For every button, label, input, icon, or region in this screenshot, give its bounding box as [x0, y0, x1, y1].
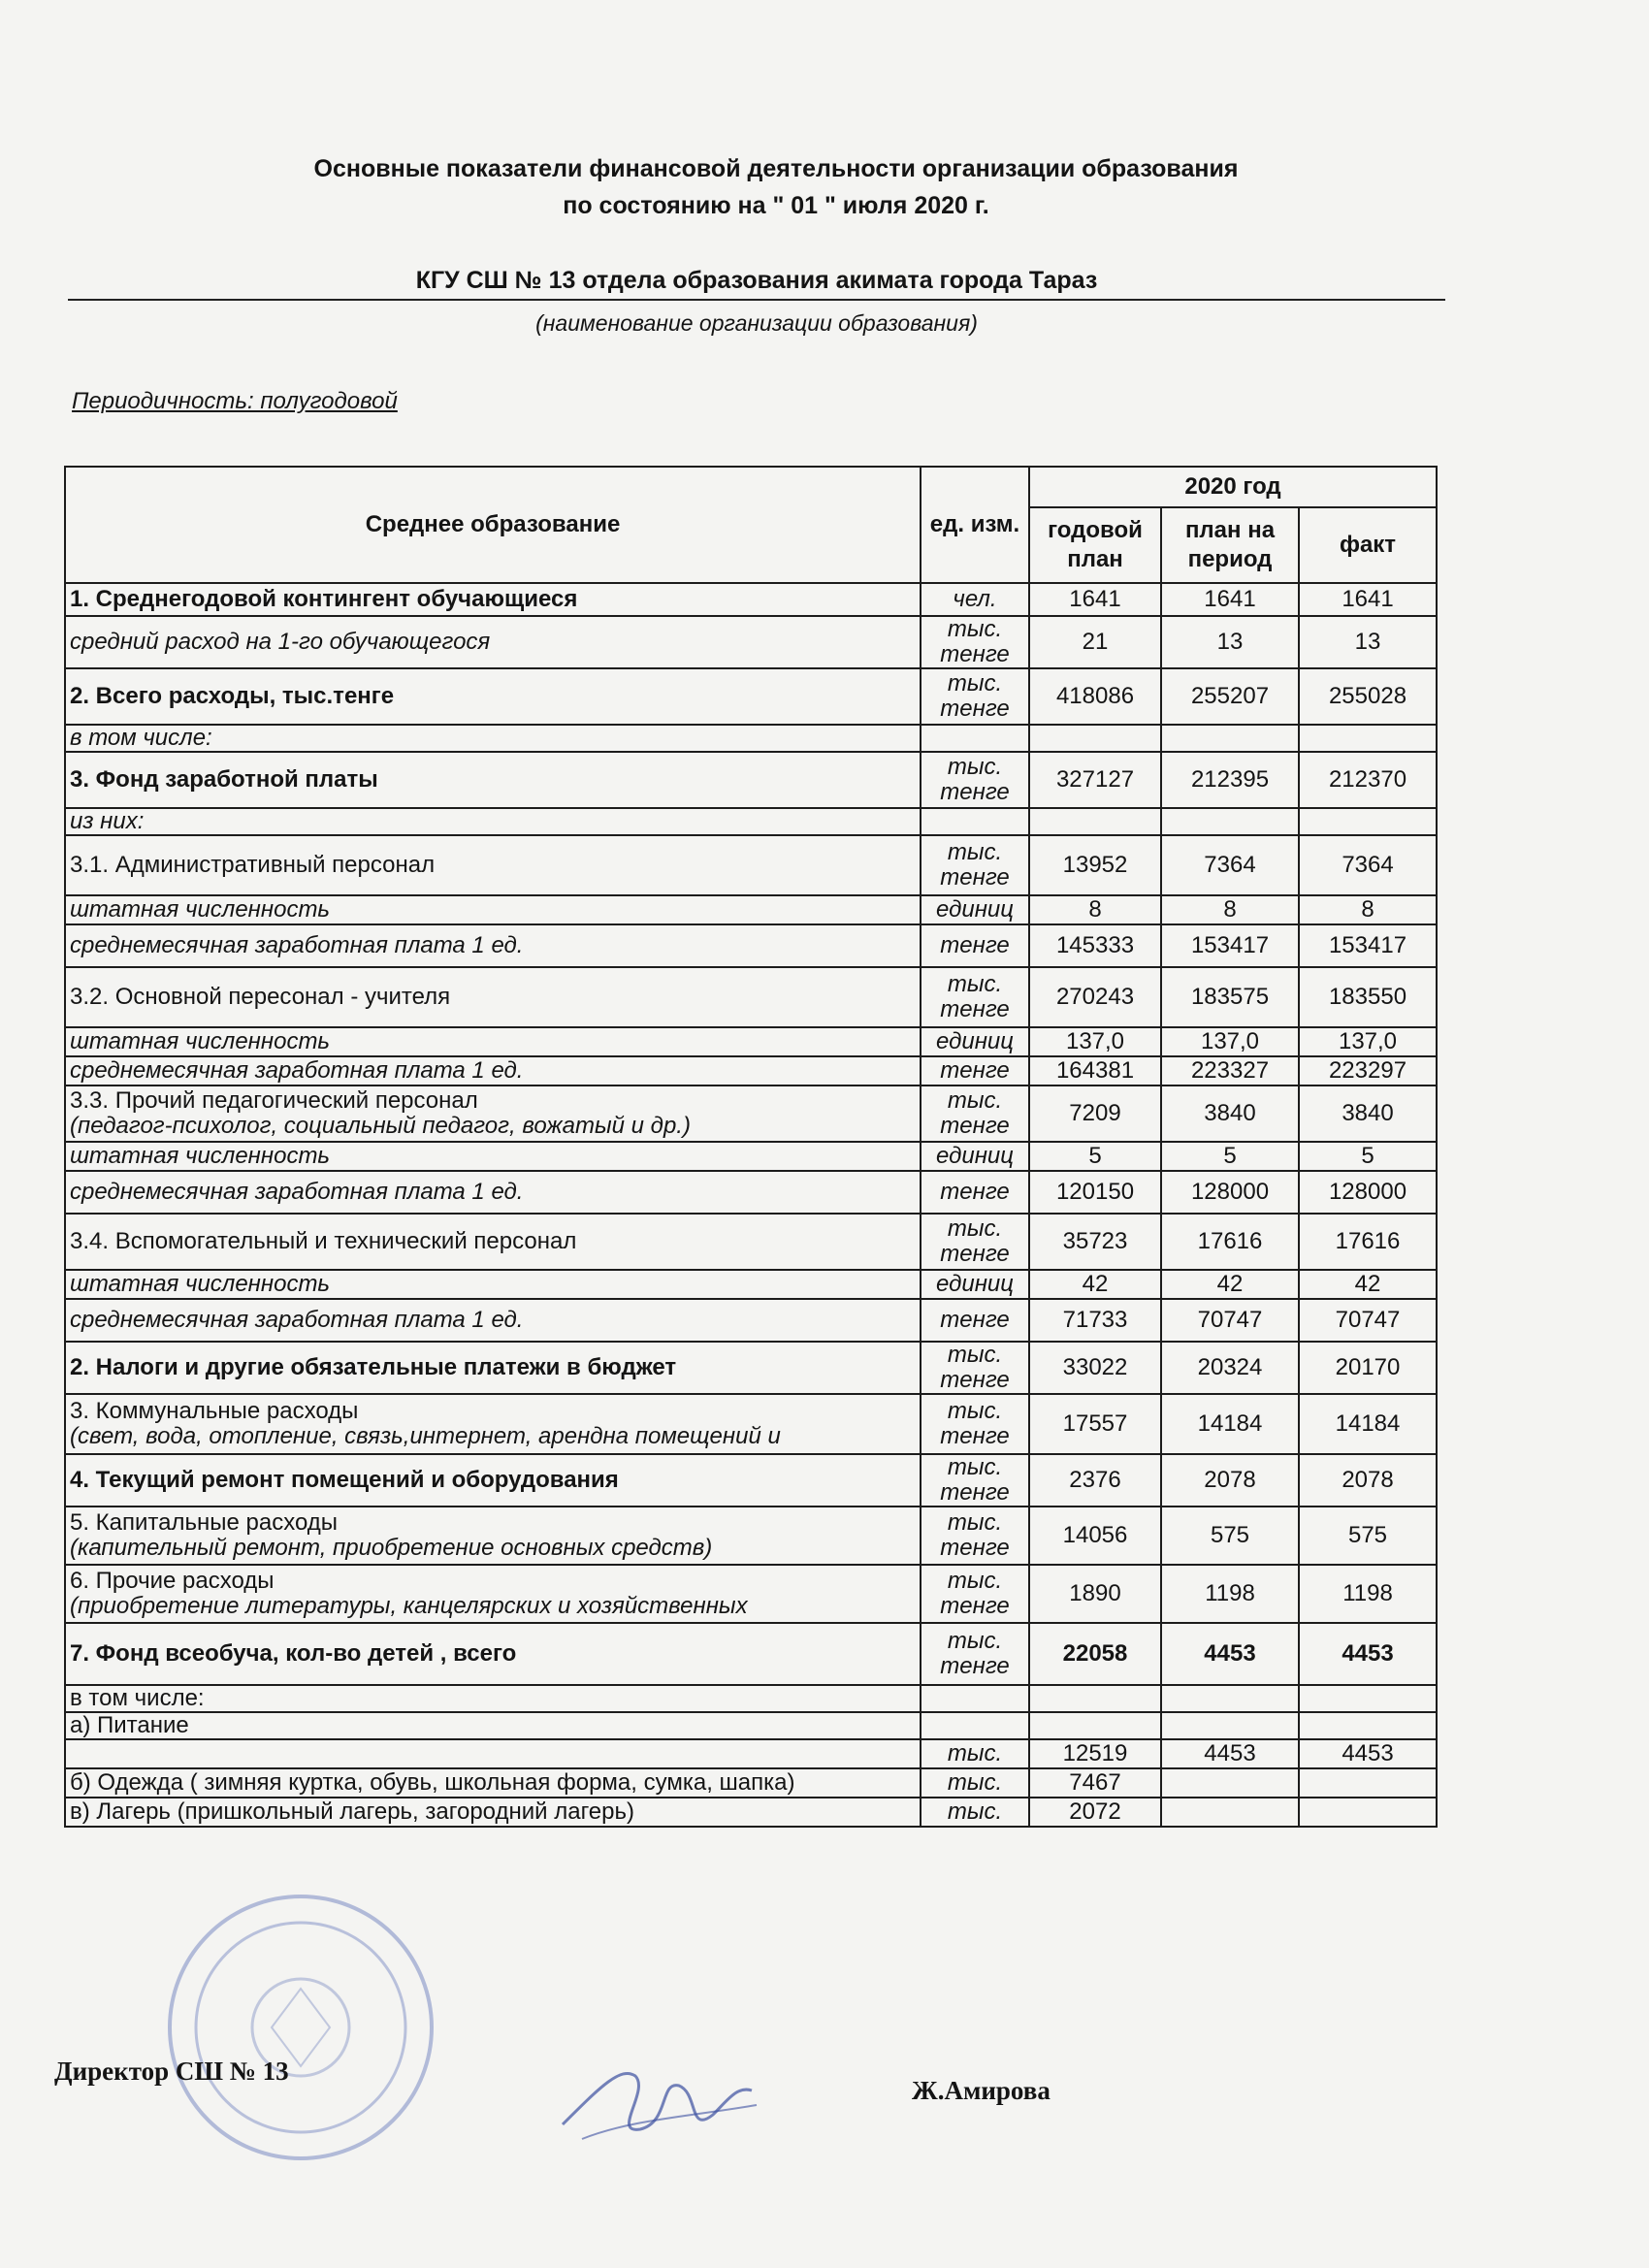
row-indicator-name [65, 668, 921, 725]
table-row [65, 1507, 1437, 1565]
indicator-label: 3.2. Основной пересонал - учителя [70, 984, 451, 1010]
row-annual-plan [1029, 1712, 1161, 1739]
table-row [65, 1270, 1437, 1299]
row-fact: 1641 [1299, 583, 1437, 616]
row-period-plan: 153417 [1161, 924, 1299, 967]
row-period-plan [1161, 1798, 1299, 1827]
row-unit: тыс. тенге [921, 1342, 1029, 1394]
row-fact: 4453 [1299, 1739, 1437, 1768]
row-period-plan: 2078 [1161, 1454, 1299, 1507]
row-fact: 8 [1299, 895, 1437, 924]
row-unit: единиц [921, 1142, 1029, 1171]
indicator-label: в том числе: [70, 725, 212, 751]
row-period-plan: 20324 [1161, 1342, 1299, 1394]
row-annual-plan: 12519 [1029, 1739, 1161, 1768]
row-indicator-name [65, 1394, 921, 1454]
row-annual-plan: 33022 [1029, 1342, 1161, 1394]
row-annual-plan: 145333 [1029, 924, 1161, 967]
row-annual-plan: 21 [1029, 616, 1161, 668]
organization-name: КГУ СШ № 13 отдела образования акимата города Тараз [68, 267, 1445, 301]
table-row [65, 583, 1437, 616]
row-unit: тыс. тенге [921, 1394, 1029, 1454]
table-row [65, 1056, 1437, 1085]
table-row [65, 752, 1437, 808]
row-fact: 153417 [1299, 924, 1437, 967]
table-row [65, 924, 1437, 967]
row-fact: 13 [1299, 616, 1437, 668]
row-annual-plan: 17557 [1029, 1394, 1161, 1454]
table-row [65, 967, 1437, 1027]
table-row [65, 1565, 1437, 1623]
table-row [65, 1085, 1437, 1142]
row-period-plan: 13 [1161, 616, 1299, 668]
row-indicator-name [65, 1685, 921, 1712]
row-unit: тыс. тенге [921, 835, 1029, 895]
row-period-plan: 1198 [1161, 1565, 1299, 1623]
row-annual-plan: 8 [1029, 895, 1161, 924]
row-fact: 4453 [1299, 1623, 1437, 1685]
row-unit: тыс. [921, 1739, 1029, 1768]
row-period-plan: 212395 [1161, 752, 1299, 808]
indicator-sublabel: (приобретение литературы, канцелярских и хозяйственных [70, 1593, 748, 1619]
row-period-plan: 183575 [1161, 967, 1299, 1027]
indicator-label: среднемесячная заработная плата 1 ед. [70, 1307, 524, 1333]
row-fact: 1198 [1299, 1565, 1437, 1623]
indicator-label: 2. Налоги и другие обязательные платежи в бюджет [70, 1354, 677, 1380]
row-annual-plan: 164381 [1029, 1056, 1161, 1085]
row-unit: тыс. тенге [921, 752, 1029, 808]
row-fact: 14184 [1299, 1394, 1437, 1454]
row-indicator-name [65, 1056, 921, 1085]
indicator-label: средний расход на 1-го обучающегося [70, 629, 491, 655]
table-row [65, 1739, 1437, 1768]
row-indicator-name [65, 924, 921, 967]
row-annual-plan: 1890 [1029, 1565, 1161, 1623]
row-indicator-name [65, 1507, 921, 1565]
row-annual-plan [1029, 808, 1161, 835]
row-annual-plan: 14056 [1029, 1507, 1161, 1565]
indicator-label: 2. Всего расходы, тыс.тенге [70, 683, 395, 709]
row-period-plan: 7364 [1161, 835, 1299, 895]
row-unit: тыс. тенге [921, 616, 1029, 668]
row-annual-plan [1029, 725, 1161, 752]
row-unit [921, 725, 1029, 752]
row-annual-plan: 22058 [1029, 1623, 1161, 1685]
row-unit: тыс. [921, 1798, 1029, 1827]
header-fact: факт [1299, 507, 1437, 583]
row-indicator-name [65, 725, 921, 752]
table-row [65, 835, 1437, 895]
row-fact [1299, 1685, 1437, 1712]
indicator-label: 3. Фонд заработной платы [70, 766, 378, 793]
row-annual-plan: 418086 [1029, 668, 1161, 725]
row-annual-plan: 327127 [1029, 752, 1161, 808]
row-period-plan [1161, 725, 1299, 752]
table-row [65, 668, 1437, 725]
indicator-label: 7. Фонд всеобуча, кол-во детей , всего [70, 1640, 517, 1667]
row-period-plan: 14184 [1161, 1394, 1299, 1454]
indicator-label: 4. Текущий ремонт помещений и оборудования [70, 1467, 619, 1493]
row-period-plan: 4453 [1161, 1739, 1299, 1768]
row-period-plan: 4453 [1161, 1623, 1299, 1685]
row-unit: тыс. тенге [921, 1214, 1029, 1270]
indicator-label: 3. Коммунальные расходы [70, 1398, 359, 1424]
row-period-plan [1161, 1768, 1299, 1798]
signature-icon [543, 2047, 776, 2154]
row-unit: тенге [921, 1171, 1029, 1214]
row-indicator-name [65, 752, 921, 808]
row-indicator-name [65, 1171, 921, 1214]
indicator-label: 3.4. Вспомогательный и технический персонал [70, 1228, 577, 1254]
row-fact [1299, 1712, 1437, 1739]
row-indicator-name [65, 1027, 921, 1056]
indicator-label: среднемесячная заработная плата 1 ед. [70, 1179, 524, 1205]
row-annual-plan: 7467 [1029, 1768, 1161, 1798]
indicator-label: а) Питание [70, 1712, 189, 1738]
indicator-sublabel: (педагог-психолог, социальный педагог, вожатый и др.) [70, 1113, 691, 1139]
row-fact: 17616 [1299, 1214, 1437, 1270]
row-indicator-name [65, 1712, 921, 1739]
row-period-plan: 223327 [1161, 1056, 1299, 1085]
row-unit: тенге [921, 924, 1029, 967]
organization-caption: (наименование организации образования) [535, 310, 978, 336]
row-period-plan: 1641 [1161, 583, 1299, 616]
row-indicator-name [65, 1565, 921, 1623]
table-row [65, 808, 1437, 835]
row-unit: тыс. тенге [921, 1454, 1029, 1507]
row-fact: 212370 [1299, 752, 1437, 808]
row-period-plan: 42 [1161, 1270, 1299, 1299]
row-fact [1299, 808, 1437, 835]
row-period-plan [1161, 1685, 1299, 1712]
row-annual-plan: 270243 [1029, 967, 1161, 1027]
indicator-label: 3.3. Прочий педагогический персонал [70, 1087, 478, 1114]
indicator-label: штатная численность [70, 1028, 331, 1054]
row-annual-plan: 7209 [1029, 1085, 1161, 1142]
row-annual-plan: 2376 [1029, 1454, 1161, 1507]
row-fact: 70747 [1299, 1299, 1437, 1342]
row-fact: 255028 [1299, 668, 1437, 725]
row-period-plan: 8 [1161, 895, 1299, 924]
row-unit: чел. [921, 583, 1029, 616]
row-indicator-name [65, 583, 921, 616]
table-row [65, 1027, 1437, 1056]
row-unit: тыс. тенге [921, 668, 1029, 725]
row-period-plan: 137,0 [1161, 1027, 1299, 1056]
indicator-label: 1. Среднегодовой контингент обучающиеся [70, 586, 578, 612]
row-annual-plan: 71733 [1029, 1299, 1161, 1342]
periodicity-label: Периодичность: полугодовой [72, 388, 398, 414]
row-indicator-name [65, 1739, 921, 1768]
indicator-label: 5. Капитальные расходы [70, 1509, 339, 1536]
indicator-sublabel: (свет, вода, отопление, связь,интернет, арендна помещений и [70, 1423, 781, 1449]
indicator-label: в том числе: [70, 1685, 205, 1711]
row-fact: 575 [1299, 1507, 1437, 1565]
header-education-level: Среднее образование [65, 467, 921, 583]
header-year: 2020 год [1029, 467, 1437, 507]
row-indicator-name [65, 1142, 921, 1171]
row-indicator-name [65, 1623, 921, 1685]
row-indicator-name [65, 1768, 921, 1798]
row-unit: единиц [921, 895, 1029, 924]
row-fact [1299, 1798, 1437, 1827]
row-unit: тенге [921, 1299, 1029, 1342]
indicator-label: из них: [70, 808, 145, 834]
indicator-label: среднемесячная заработная плата 1 ед. [70, 932, 524, 958]
row-period-plan: 3840 [1161, 1085, 1299, 1142]
row-unit: единиц [921, 1270, 1029, 1299]
row-unit: тыс. тенге [921, 1565, 1029, 1623]
row-annual-plan: 42 [1029, 1270, 1161, 1299]
director-name: Ж.Амирова [912, 2076, 1051, 2105]
row-fact: 128000 [1299, 1171, 1437, 1214]
indicator-label: среднемесячная заработная плата 1 ед. [70, 1057, 524, 1084]
table-row [65, 1142, 1437, 1171]
table-row [65, 1299, 1437, 1342]
row-annual-plan: 137,0 [1029, 1027, 1161, 1056]
row-unit [921, 808, 1029, 835]
row-period-plan: 575 [1161, 1507, 1299, 1565]
row-annual-plan [1029, 1685, 1161, 1712]
row-indicator-name [65, 1454, 921, 1507]
row-fact: 20170 [1299, 1342, 1437, 1394]
indicator-label: в) Лагерь (пришкольный лагерь, загородний лагерь) [70, 1798, 634, 1825]
row-fact: 7364 [1299, 835, 1437, 895]
indicator-label: 6. Прочие расходы [70, 1568, 275, 1594]
table-row [65, 1342, 1437, 1394]
row-fact: 223297 [1299, 1056, 1437, 1085]
row-period-plan [1161, 808, 1299, 835]
row-annual-plan: 1641 [1029, 583, 1161, 616]
table-row [65, 1712, 1437, 1739]
header-period-plan: план на период [1161, 507, 1299, 583]
row-unit: единиц [921, 1027, 1029, 1056]
header-annual-plan: годовой план [1029, 507, 1161, 583]
indicator-label: б) Одежда ( зимняя куртка, обувь, школьная форма, сумка, шапка) [70, 1769, 795, 1796]
row-indicator-name [65, 808, 921, 835]
table-row [65, 1171, 1437, 1214]
row-unit: тыс. тенге [921, 1507, 1029, 1565]
row-unit: тыс. тенге [921, 1085, 1029, 1142]
row-fact: 3840 [1299, 1085, 1437, 1142]
table-row [65, 616, 1437, 668]
director-label: Директор СШ № 13 [54, 2057, 289, 2086]
row-fact: 137,0 [1299, 1027, 1437, 1056]
table-row [65, 725, 1437, 752]
table-body [65, 583, 1437, 1827]
row-fact: 183550 [1299, 967, 1437, 1027]
row-period-plan: 255207 [1161, 668, 1299, 725]
table-row [65, 1623, 1437, 1685]
row-period-plan: 5 [1161, 1142, 1299, 1171]
table-row [65, 1685, 1437, 1712]
row-annual-plan: 5 [1029, 1142, 1161, 1171]
row-unit: тыс. тенге [921, 1623, 1029, 1685]
indicator-label: 3.1. Административный персонал [70, 852, 436, 878]
row-period-plan [1161, 1712, 1299, 1739]
financial-indicators-table [64, 466, 1438, 1828]
row-fact [1299, 725, 1437, 752]
row-fact [1299, 1768, 1437, 1798]
row-fact: 5 [1299, 1142, 1437, 1171]
row-period-plan: 17616 [1161, 1214, 1299, 1270]
row-period-plan: 128000 [1161, 1171, 1299, 1214]
row-unit [921, 1712, 1029, 1739]
row-unit: тыс. тенге [921, 967, 1029, 1027]
table-row [65, 1454, 1437, 1507]
indicator-sublabel: (капительный ремонт, приобретение основных средств) [70, 1535, 713, 1561]
table-row [65, 1214, 1437, 1270]
row-indicator-name [65, 1270, 921, 1299]
table-row [65, 1394, 1437, 1454]
row-fact: 42 [1299, 1270, 1437, 1299]
row-fact: 2078 [1299, 1454, 1437, 1507]
row-indicator-name [65, 1342, 921, 1394]
indicator-label: штатная численность [70, 1143, 331, 1169]
row-indicator-name [65, 1214, 921, 1270]
header-unit: ед. изм. [921, 467, 1029, 583]
row-annual-plan: 13952 [1029, 835, 1161, 895]
official-stamp-icon [146, 1882, 456, 2173]
table-row [65, 1768, 1437, 1798]
row-indicator-name [65, 1085, 921, 1142]
document-title: Основные показатели финансовой деятельности организации образования [313, 155, 1239, 182]
row-unit: тыс. [921, 1768, 1029, 1798]
row-annual-plan: 35723 [1029, 1214, 1161, 1270]
table-row [65, 1798, 1437, 1827]
row-indicator-name [65, 967, 921, 1027]
row-indicator-name [65, 895, 921, 924]
document-date-line: по состоянию на " 01 " июля 2020 г. [563, 192, 989, 219]
row-annual-plan: 120150 [1029, 1171, 1161, 1214]
row-unit [921, 1685, 1029, 1712]
row-indicator-name [65, 616, 921, 668]
row-unit: тенге [921, 1056, 1029, 1085]
indicator-label: штатная численность [70, 1271, 331, 1297]
row-annual-plan: 2072 [1029, 1798, 1161, 1827]
row-period-plan: 70747 [1161, 1299, 1299, 1342]
indicator-label: штатная численность [70, 896, 331, 923]
row-indicator-name [65, 835, 921, 895]
row-indicator-name [65, 1299, 921, 1342]
table-row [65, 895, 1437, 924]
row-indicator-name [65, 1798, 921, 1827]
